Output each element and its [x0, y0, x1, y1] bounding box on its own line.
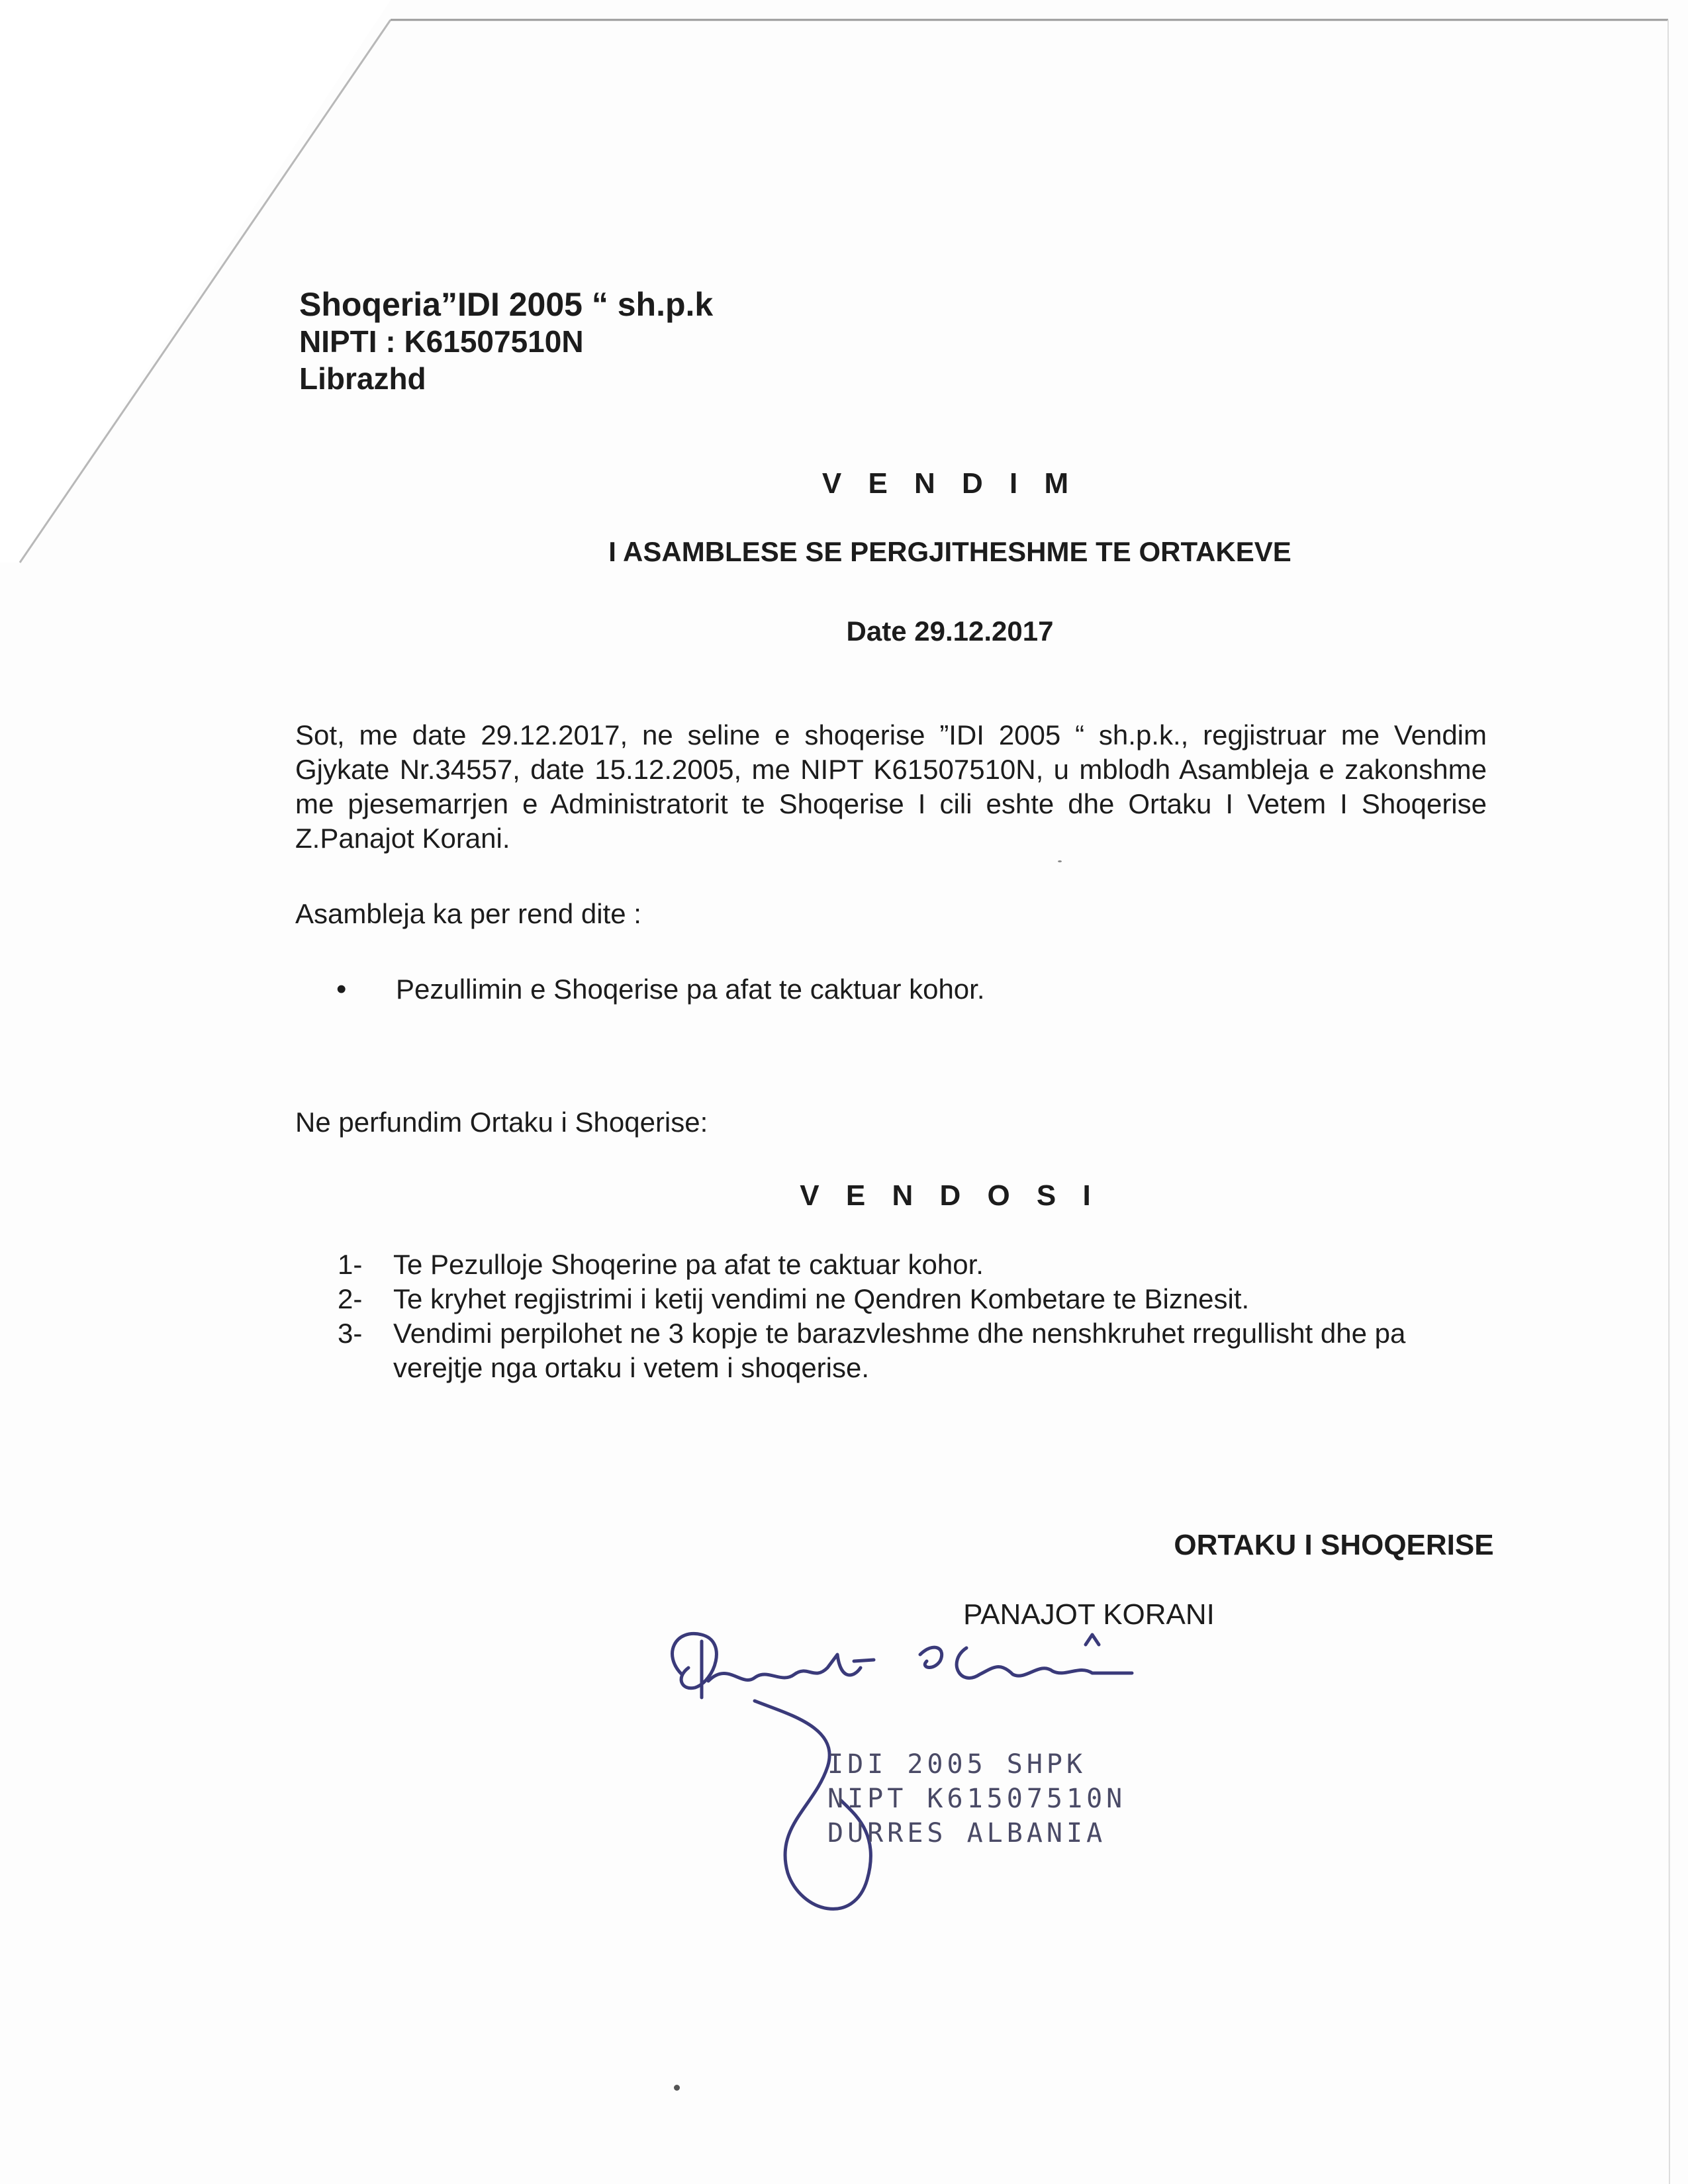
- company-city: Librazhd: [299, 361, 426, 396]
- decision-number: 3-: [338, 1318, 363, 1349]
- decision-title: V E N D O S I: [800, 1179, 1100, 1212]
- paper-speck: [1058, 860, 1062, 862]
- decision-item: [338, 1248, 1496, 1282]
- paper-speck: [674, 2085, 680, 2091]
- decision-number: 1-: [338, 1249, 363, 1280]
- agenda-item-text: Pezullimin e Shoqerise pa afat te caktuar kohor.: [396, 974, 985, 1005]
- signatory-name: PANAJOT KORANI: [963, 1598, 1215, 1631]
- company-name: Shoqeria”IDI 2005 “ sh.p.k: [299, 286, 714, 323]
- decision-text: Te Pezulloje Shoqerine pa afat te caktuar kohor.: [393, 1249, 984, 1280]
- agenda-label: Asambleja ka per rend dite :: [295, 898, 641, 929]
- stamp-line: NIPT K61507510N: [827, 1784, 1127, 1814]
- decision-item: [338, 1282, 1496, 1316]
- company-stamp: [827, 1747, 1126, 1850]
- stamp-line: IDI 2005 SHPK: [827, 1749, 1087, 1780]
- decision-list: [338, 1248, 1496, 1385]
- document-title: V E N D I M: [821, 467, 1078, 500]
- company-header: [299, 286, 713, 397]
- decision-item: [338, 1316, 1496, 1385]
- signatory-title: ORTAKU I SHOQERISE: [1174, 1529, 1494, 1561]
- decision-number: 2-: [338, 1283, 363, 1314]
- bullet-icon: •: [336, 973, 347, 1005]
- document-subtitle: I ASAMBLESE SE PERGJITHESHME TE ORTAKEVE: [608, 536, 1291, 567]
- agenda-item: [336, 973, 985, 1006]
- document-date: Date 29.12.2017: [846, 615, 1054, 647]
- decision-text: Vendimi perpilohet ne 3 kopje te barazvleshme dhe nenshkruhet rregullisht dhe pa verejtje nga ortaku i vetem i shoqerise.: [393, 1318, 1406, 1383]
- stamp-line: DURRES ALBANIA: [827, 1818, 1107, 1848]
- decision-text: Te kryhet regjistrimi i ketij vendimi ne Qendren Kombetare te Biznesit.: [393, 1283, 1250, 1314]
- intro-paragraph: Sot, me date 29.12.2017, ne seline e shoqerise ”IDI 2005 “ sh.p.k., regjistruar me Vendim Gjykate Nr.34557, date 15.12.2005, me NIPT K61507510N, u mblodh Asambleja e zakonshme me pjesemarrjen e Administratorit te Shoqerise I cili eshte dhe Ortaku I Vetem I Shoqerise Z.Panajot Korani.: [295, 719, 1487, 854]
- company-nipt: NIPTI : K61507510N: [299, 324, 584, 359]
- conclusion-text: Ne perfundim Ortaku i Shoqerise:: [295, 1107, 708, 1138]
